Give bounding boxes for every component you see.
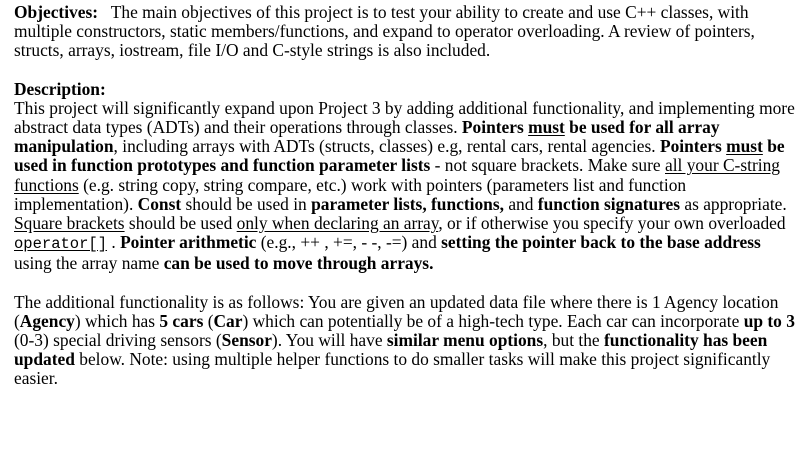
description-bold: Pointers xyxy=(461,117,529,138)
additional-text: The additional functionality is as follows: You are given an updated data file where there is 1 Agency location ( xyxy=(14,291,779,331)
description-text: - not square brackets. Make sure xyxy=(430,155,665,176)
paragraph-gap xyxy=(14,61,795,80)
description-bold: be used in function prototypes and function parameter lists xyxy=(14,136,785,176)
description-text: as appropriate. xyxy=(680,193,787,214)
description-text: (e.g. string copy, string compare, etc.) work with pointers (parameters list and function implementation). xyxy=(14,174,687,214)
paragraph-gap xyxy=(14,274,795,293)
objectives-heading: Objectives: xyxy=(14,2,99,22)
description-bold: can be used to move through arrays. xyxy=(163,253,434,274)
description-bold: Const xyxy=(137,193,182,214)
description-paragraph xyxy=(14,99,795,274)
description-bold-underline: must xyxy=(726,136,763,157)
description-bold: function signatures xyxy=(537,193,681,214)
description-text: , including arrays with ADTs (structs, classes) e.g, rental cars, rental agencies. xyxy=(113,136,660,157)
additional-paragraph xyxy=(14,293,795,389)
additional-bold: functionality has been updated xyxy=(14,330,768,370)
additional-bold: up to 3 xyxy=(743,310,795,331)
additional-text: , but the xyxy=(543,330,604,351)
description-text: This project will significantly expand upon Project 3 by adding additional functionality, and implementing more abstract data types (ADTs) and their operations through classes. xyxy=(14,97,795,138)
description-heading: Description: xyxy=(14,78,106,99)
description-bold: be used for all array manipulation xyxy=(14,117,720,157)
description-text: . xyxy=(107,232,121,253)
description-bold: Pointers xyxy=(659,136,727,157)
additional-text: ( xyxy=(203,310,214,331)
additional-text: ). You will have xyxy=(271,330,387,351)
description-bold-underline: must xyxy=(528,117,565,138)
additional-bold: 5 cars xyxy=(159,310,204,331)
additional-bold: Car xyxy=(213,310,243,331)
description-underline: all your C-string functions xyxy=(14,155,780,195)
description-text: should be used xyxy=(124,213,237,234)
description-heading-line xyxy=(14,80,795,99)
additional-bold: Sensor xyxy=(221,330,272,351)
additional-text: ) which can potentially be of a high-tech type. Each car can incorporate xyxy=(242,310,744,331)
description-bold: Pointer arithmetic xyxy=(120,232,257,253)
additional-text: (0-3) special driving sensors ( xyxy=(14,330,222,351)
operator-code: operator[] xyxy=(14,235,108,254)
description-bold: setting the pointer back to the base address xyxy=(441,232,761,253)
additional-text: ) which has xyxy=(74,310,160,331)
description-underline: only when declaring an array xyxy=(236,213,439,234)
description-text: , or if otherwise you specify your own overloaded xyxy=(438,213,786,234)
additional-text: below. Note: using multiple helper functions to do smaller tasks will make this project significantly easier. xyxy=(14,349,771,389)
description-text: (e.g., ++ , +=, - -, -=) and xyxy=(256,232,442,253)
description-underline: Square brackets xyxy=(14,213,125,234)
description-bold: parameter lists, functions, xyxy=(311,193,504,214)
description-text: should be used in xyxy=(181,193,312,214)
description-text: and xyxy=(503,193,538,214)
additional-bold: similar menu options xyxy=(386,330,544,351)
objectives-text: The main objectives of this project is to test your ability to create and use C++ classes, with multiple constructors, static members/functions, and expand to operator overloading. A review of pointers, structs, arrays, iostream, file I/O and C-style strings is also included. xyxy=(14,2,755,61)
description-text: using the array name xyxy=(14,253,164,274)
objectives-paragraph xyxy=(14,3,795,61)
additional-bold: Agency xyxy=(19,310,75,331)
